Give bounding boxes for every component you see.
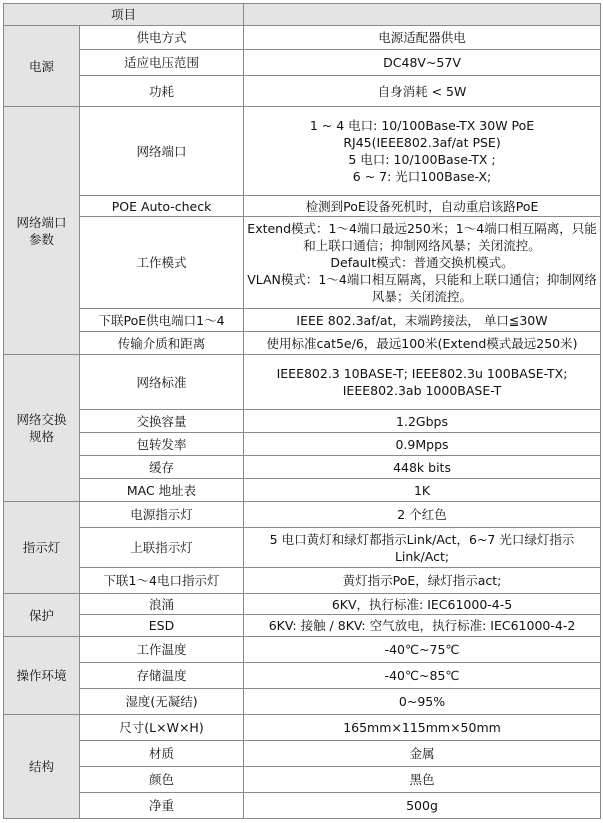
- category-label: 结构: [28, 759, 54, 774]
- value-line: 448k bits: [393, 459, 451, 475]
- value-cell: [244, 689, 601, 715]
- value-line: -40℃~75℃: [384, 642, 460, 657]
- value-line: 自身消耗 < 5W: [377, 83, 467, 99]
- spec-row: [4, 479, 601, 502]
- param-cell: 存储温度: [80, 663, 244, 689]
- spec-row: [4, 456, 601, 479]
- value-cell: [244, 793, 601, 819]
- value-line: 165mm×115mm×50mm: [343, 720, 501, 735]
- spec-row: [4, 410, 601, 433]
- value-line: Default模式：普通交换机模式。: [330, 255, 514, 270]
- category-label: 规格: [28, 429, 54, 444]
- value-cell: [244, 433, 601, 456]
- header-item-cell: 项目: [4, 4, 244, 26]
- category-label: 指示灯: [22, 540, 61, 555]
- spec-row: [4, 355, 601, 410]
- spec-row: [4, 615, 601, 637]
- value-cell: [244, 615, 601, 637]
- value-cell: [244, 594, 601, 615]
- param-cell: 尺寸(L×W×H): [80, 715, 244, 741]
- value-line: Link/Act;: [394, 548, 450, 564]
- param-cell: 网络标准: [80, 355, 244, 410]
- value-cell: [244, 479, 601, 502]
- category-label: 操作环境: [16, 668, 67, 683]
- spec-row: [4, 594, 601, 615]
- category-label: 电源: [28, 58, 54, 74]
- value-line: 检测到PoE设备死机时，自动重启该路PoE: [305, 198, 539, 214]
- param-cell: 缓存: [80, 456, 244, 479]
- value-cell: [244, 637, 601, 663]
- value-line: IEEE802.3ab 1000BASE-T: [342, 383, 502, 398]
- spec-row: [4, 715, 601, 741]
- spec-row: [4, 76, 601, 107]
- value-line: 使用标准cat5e/6，最远100米(Extend模式最远250米): [266, 335, 578, 351]
- category-cell: [4, 107, 80, 355]
- param-cell: 交换容量: [80, 410, 244, 433]
- value-line: 0.9Mpps: [395, 436, 449, 452]
- spec-row: [4, 196, 601, 217]
- value-line: 5 电口: 10/100Base-TX ;: [348, 152, 496, 167]
- category-cell: [4, 715, 80, 819]
- spec-row: [4, 332, 601, 355]
- param-cell: 工作温度: [80, 637, 244, 663]
- value-line: DC48V~57V: [383, 55, 461, 70]
- param-cell: 工作模式: [80, 217, 244, 309]
- spec-table-body: [4, 4, 601, 819]
- spec-row: [4, 50, 601, 76]
- value-line: 金属: [409, 746, 435, 761]
- value-line: RJ45(IEEE802.3af/at PSE): [343, 135, 501, 150]
- spec-row: [4, 637, 601, 663]
- spec-row: [4, 689, 601, 715]
- category-cell: [4, 637, 80, 715]
- value-line: -40℃~85℃: [384, 668, 460, 683]
- spec-row: [4, 663, 601, 689]
- spec-row: [4, 502, 601, 528]
- value-line: 1K: [413, 482, 431, 498]
- value-cell: [244, 767, 601, 793]
- value-cell: [244, 663, 601, 689]
- param-cell: 电源指示灯: [80, 502, 244, 528]
- spec-row: [4, 107, 601, 196]
- value-cell: [244, 332, 601, 355]
- value-line: 6KV: 接触 / 8KV: 空气放电，执行标准: IEC61000-4-2: [268, 618, 576, 633]
- value-cell: [244, 107, 601, 196]
- value-line: IEEE802.3 10BASE-T; IEEE802.3u 100BASE-TX;: [276, 366, 568, 381]
- category-label: 网络端口: [16, 214, 67, 230]
- value-cell: [244, 50, 601, 76]
- value-line: 2 个红色: [397, 507, 447, 522]
- value-line: 1 ~ 4 电口: 10/100Base-TX 30W PoE: [309, 118, 535, 133]
- category-label: 保护: [28, 607, 54, 623]
- param-cell: 上联指示灯: [80, 528, 244, 568]
- spec-row: [4, 26, 601, 50]
- param-cell: 湿度(无凝结): [80, 689, 244, 715]
- param-cell: 传输介质和距离: [80, 332, 244, 355]
- value-cell: [244, 355, 601, 410]
- value-cell: [244, 196, 601, 217]
- param-cell: POE Auto-check: [80, 196, 244, 217]
- spec-row: [4, 767, 601, 793]
- value-cell: [244, 217, 601, 309]
- value-cell: [244, 568, 601, 594]
- value-cell: [244, 741, 601, 767]
- param-cell: 网络端口: [80, 107, 244, 196]
- value-line: 6 ~ 7: 光口100Base-X;: [352, 169, 492, 184]
- spec-row: [4, 309, 601, 332]
- value-line: VLAN模式：1～4端口相互隔离，只能和上联口通信；抑制网络风暴；关闭流控。: [247, 272, 597, 304]
- param-cell: 下联1～4电口指示灯: [80, 568, 244, 594]
- param-cell: 净重: [80, 793, 244, 819]
- value-cell: [244, 502, 601, 528]
- header-row: [4, 4, 601, 26]
- category-cell: [4, 355, 80, 502]
- param-cell: 包转发率: [80, 433, 244, 456]
- param-cell: MAC 地址表: [80, 479, 244, 502]
- param-cell: 供电方式: [80, 26, 244, 50]
- param-cell: ESD: [80, 615, 244, 637]
- category-label: 参数: [28, 231, 54, 247]
- value-cell: [244, 715, 601, 741]
- value-cell: [244, 309, 601, 332]
- param-cell: 颜色: [80, 767, 244, 793]
- spec-row: [4, 217, 601, 309]
- value-line: 1.2Gbps: [396, 413, 448, 429]
- header-value-cell: [244, 4, 601, 26]
- param-cell: 浪涌: [80, 594, 244, 615]
- value-line: IEEE 802.3af/at，末端跨接法， 单口≦30W: [296, 312, 548, 328]
- param-cell: 材质: [80, 741, 244, 767]
- spec-row: [4, 528, 601, 568]
- param-cell: 功耗: [80, 76, 244, 107]
- value-line: 6KV，执行标准: IEC61000-4-5: [331, 596, 513, 612]
- spec-row: [4, 568, 601, 594]
- value-cell: [244, 410, 601, 433]
- param-cell: 适应电压范围: [80, 50, 244, 76]
- value-line: 黑色: [409, 772, 435, 787]
- spec-table: [3, 3, 601, 819]
- value-line: 5 电口黄灯和绿灯都指示Link/Act，6~7 光口绿灯指示: [269, 531, 575, 547]
- value-cell: [244, 76, 601, 107]
- value-cell: [244, 456, 601, 479]
- spec-row: [4, 433, 601, 456]
- value-line: 500g: [406, 798, 438, 813]
- value-line: 0~95%: [398, 694, 446, 709]
- param-cell: 下联PoE供电端口1～4: [80, 309, 244, 332]
- value-line: 电源适配器供电: [378, 30, 466, 45]
- spec-row: [4, 793, 601, 819]
- category-label: 网络交换: [16, 412, 67, 427]
- category-cell: [4, 26, 80, 107]
- value-cell: [244, 26, 601, 50]
- value-line: 黄灯指示PoE，绿灯指示act;: [342, 573, 502, 588]
- value-line: Extend模式：1～4端口最远250米；1～4端口相互隔离，只能和上联口通信；抑制网络风暴；关闭流控。: [247, 221, 597, 253]
- spec-row: [4, 741, 601, 767]
- category-cell: [4, 502, 80, 594]
- value-cell: [244, 528, 601, 568]
- category-cell: [4, 594, 80, 637]
